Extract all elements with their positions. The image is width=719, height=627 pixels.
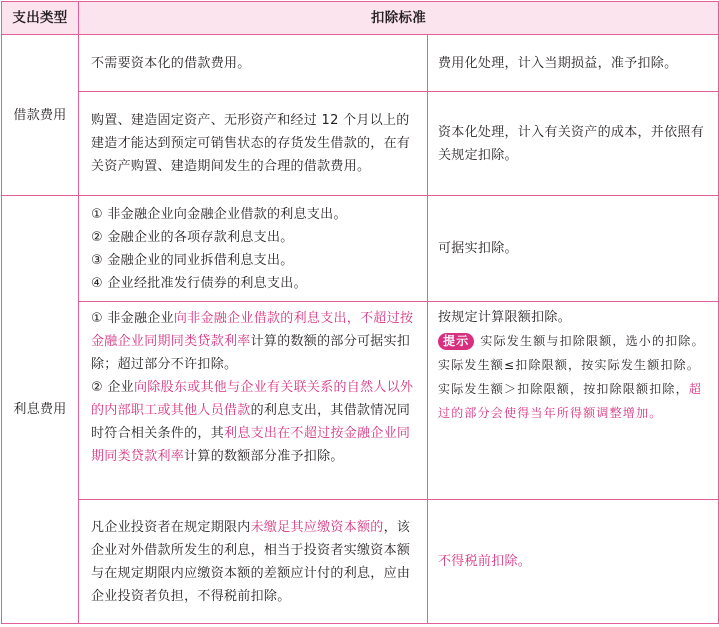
category-interest-expense: 利息费用	[2, 196, 79, 624]
interest-treatment-3: 不得税前扣除。	[428, 500, 719, 624]
table-row	[2, 92, 719, 196]
tip-badge: 提示	[438, 333, 474, 350]
interest-condition-investor: 凡企业投资者在规定期限内未缴足其应缴资本额的，该企业对外借款所发生的利息，相当于投资者实缴资本额与在规定期限内应缴资本额的差额应计付的利息，应由企业投资者负担，不得税前扣除。	[79, 500, 428, 624]
table-row	[2, 196, 719, 302]
table-row	[2, 302, 719, 500]
interest-condition-related: ① 非金融企业向非金融企业借款的利息支出，不超过按金融企业同期同类贷款利率计算的数额的部分可据实扣除；超过部分不许扣除。 ② 企业向除股东或其他与企业有关联关系的自然人以外的内部职工或其他人员借款的利息支出，其借款情况同时符合相关条件的，其利息支出在不超过按金融企业同期同类贷款利率计算的数额部分准予扣除。	[79, 302, 428, 500]
interest-treatment-limit: 按规定计算限额扣除。 提示 实际发生额与扣除限额，选小的扣除。 实际发生额≤扣除限额，按实际发生额扣除。 实际发生额＞扣除限额，按扣除限额扣除，超过的部分会使得当年所得额调整增加。	[428, 302, 719, 500]
list-item: ③ 金融企业的同业拆借利息支出。	[91, 252, 294, 268]
borrowing-treatment-1: 费用化处理，计入当期损益，准予扣除。	[428, 35, 719, 92]
deduction-table	[1, 1, 719, 624]
interest-treatment-1: 可据实扣除。	[428, 196, 719, 302]
interest-condition-list	[79, 196, 428, 302]
list-item: ④ 企业经批准发行债券的利息支出。	[91, 275, 307, 291]
highlight-text: 向除股东或其他与企业有关联关系的自然人以外的内部职工或其他人员借款	[91, 380, 414, 418]
list-item: ① 非金融企业向金融企业借款的利息支出。	[91, 206, 347, 222]
highlight-text: 利息支出在不超过按金融企业同期同类贷款利率	[91, 426, 411, 464]
borrowing-treatment-2: 资本化处理，计入有关资产的成本，并依照有关规定扣除。	[428, 92, 719, 196]
table-row	[2, 35, 719, 92]
table-row	[2, 500, 719, 624]
tip-text: 实际发生额≤扣除限额，按实际发生额扣除。	[438, 358, 701, 372]
table-header-row	[2, 2, 719, 35]
header-expense-type: 支出类型	[2, 2, 79, 35]
borrowing-condition-1: 不需要资本化的借款费用。	[79, 35, 428, 92]
category-borrowing-cost: 借款费用	[2, 35, 79, 196]
header-deduction-standard: 扣除标准	[79, 2, 719, 35]
borrowing-condition-2: 购置、建造固定资产、无形资产和经过 12 个月以上的建造才能达到预定可销售状态的存货发生借款的，在有关资产购置、建造期间发生的合理的借款费用。	[79, 92, 428, 196]
highlight-text: 未缴足其应缴资本额的	[250, 519, 384, 535]
highlight-text: 超过的部分会使得当年所得额调整增加。	[438, 382, 703, 420]
list-item: ② 金融企业的各项存款利息支出。	[91, 229, 294, 245]
treatment-title: 按规定计算限额扣除。	[438, 310, 572, 325]
highlight-text: 向非金融企业借款的利息支出，不超过按金融企业同期同类贷款利率	[91, 311, 414, 349]
